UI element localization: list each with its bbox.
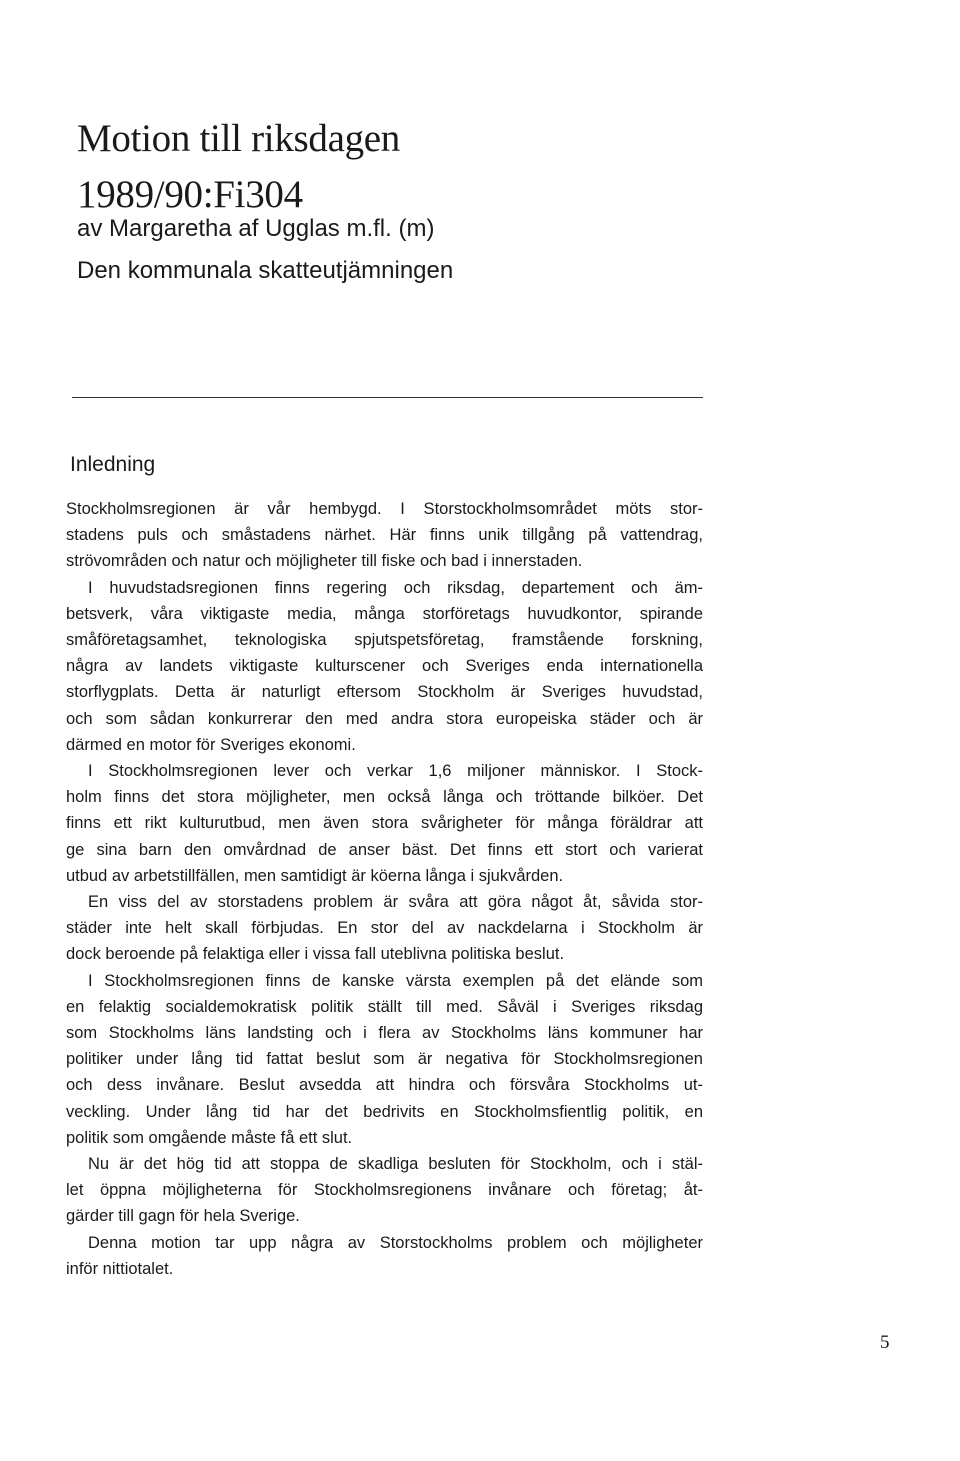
text-line: gärder till gagn för hela Sverige. bbox=[66, 1207, 300, 1226]
text-line: en felaktig socialdemokratisk politik ställt till med. Såväl i Sveriges riksdag bbox=[66, 997, 703, 1016]
author-line: av Margaretha af Ugglas m.fl. (m) bbox=[77, 215, 435, 242]
text-line: holm finns det stora möjligheter, men också långa och tröttande bilköer. Det bbox=[66, 788, 703, 807]
text-line: några av landets viktigaste kulturscener och Sveriges enda internationella bbox=[66, 657, 703, 676]
page-number: 5 bbox=[880, 1332, 890, 1353]
text-line: Stockholmsregionen är vår hembygd. I Storstockholmsområdet möts stor- bbox=[66, 500, 703, 518]
horizontal-rule bbox=[72, 397, 703, 398]
text-line: utbud av arbetstillfällen, men samtidigt är köerna långa i sjukvården. bbox=[66, 866, 564, 885]
text-line: politiker under lång tid fattat beslut som är negativa för Stockholmsregionen bbox=[66, 1050, 703, 1069]
title-line-2: 1989/90:Fi304 bbox=[77, 173, 303, 216]
text-line: En viss del av storstadens problem är svåra att göra något åt, såvida stor- bbox=[88, 893, 703, 912]
text-line: och som sådan konkurrerar den med andra stora europeiska städer och är bbox=[66, 709, 703, 728]
text-line: därmed en motor för Sveriges ekonomi. bbox=[66, 735, 356, 754]
text-line: let öppna möjligheterna för Stockholmsregionens invånare och företag; åt- bbox=[66, 1181, 703, 1200]
title-line-1: Motion till riksdagen bbox=[77, 117, 401, 160]
text-line: veckling. Under lång tid har det bedrivits en Stockholmsfientlig politik, en bbox=[66, 1102, 703, 1121]
text-line: finns ett rikt kulturutbud, men även stora svårigheter för många föräldrar att bbox=[66, 814, 703, 833]
text-line: storflygplats. Detta är naturligt eftersom Stockholm är Sveriges huvudstad, bbox=[66, 683, 703, 702]
text-line: städer inte helt skall förbjudas. En stor del av nackdelarna i Stockholm är bbox=[66, 919, 703, 938]
section-heading: Inledning bbox=[70, 453, 156, 476]
document-title bbox=[77, 111, 400, 223]
body-text bbox=[66, 496, 703, 1282]
text-line: betsverk, våra viktigaste media, många storföretags huvudkontor, spirande bbox=[66, 604, 703, 623]
text-line: inför nittiotalet. bbox=[66, 1259, 174, 1278]
text-line: dock beroende på felaktiga eller i vissa fall uteblivna politiska beslut. bbox=[66, 945, 565, 964]
text-line: politik som omgående måste få ett slut. bbox=[66, 1128, 353, 1147]
text-line: Nu är det hög tid att stoppa de skadliga besluten för Stockholm, och i stäl- bbox=[88, 1155, 703, 1174]
text-line: I huvudstadsregionen finns regering och riksdag, departement och äm- bbox=[88, 578, 703, 597]
text-line: Denna motion tar upp några av Storstockholms problem och möjligheter bbox=[88, 1233, 703, 1252]
text-line: strövområden och natur och möjligheter till fiske och bad i innerstaden. bbox=[66, 552, 583, 571]
text-line: stadens puls och småstadens närhet. Här finns unik tillgång på vattendrag, bbox=[66, 526, 703, 545]
text-line: I Stockholmsregionen lever och verkar 1,6 miljoner människor. I Stock- bbox=[88, 762, 703, 781]
text-line: ge sina barn den omvårdnad de anser bäst. Det finns ett stort och varierat bbox=[66, 840, 703, 859]
text-line: småföretagsamhet, teknologiska spjutspetsföretag, framstående forskning, bbox=[66, 631, 703, 650]
text-line: och dess invånare. Beslut avsedda att hindra och försvåra Stockholms ut- bbox=[66, 1076, 703, 1095]
subject-line: Den kommunala skatteutjämningen bbox=[77, 257, 454, 284]
text-line: I Stockholmsregionen finns de kanske värsta exemplen på det elände som bbox=[88, 971, 703, 990]
text-line: som Stockholms läns landsting och i flera av Stockholms läns kommuner har bbox=[66, 1024, 703, 1043]
